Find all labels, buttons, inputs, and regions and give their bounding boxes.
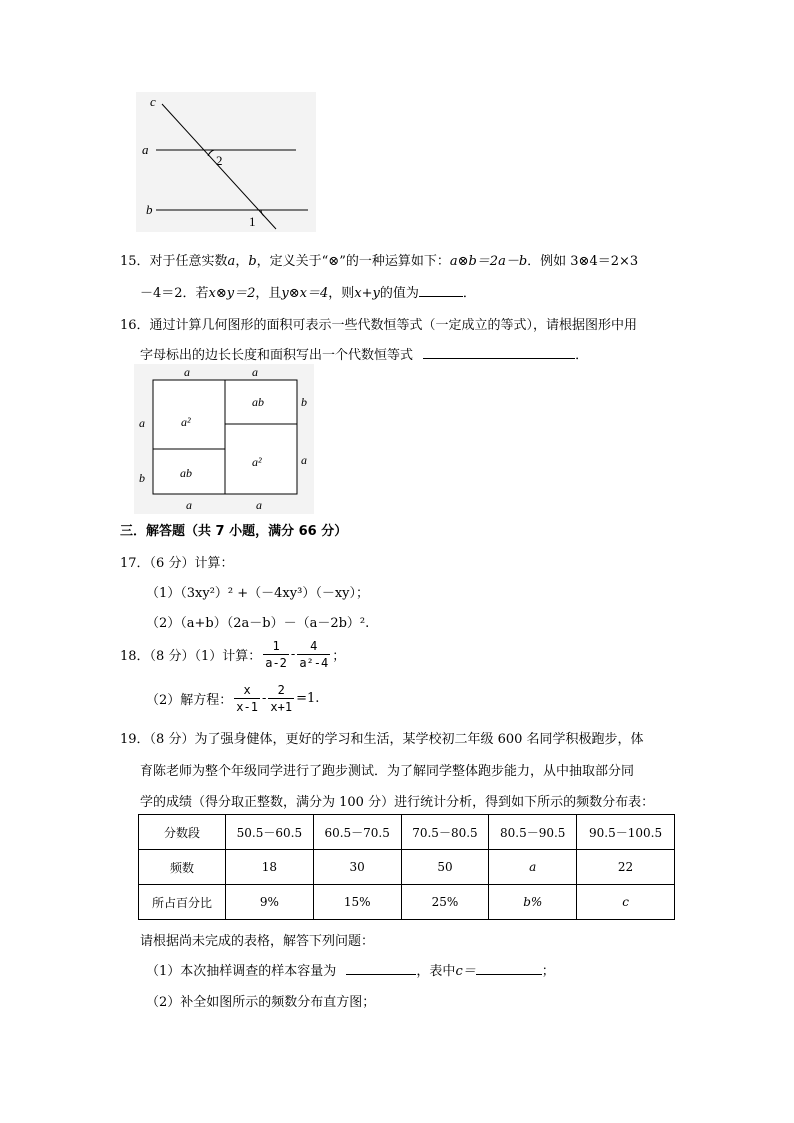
semicolon: ； <box>541 964 555 979</box>
fraction-1 <box>263 638 289 671</box>
q16-line1: 16．通过计算几何图形的面积可表示一些代数恒等式（一定成立的等式），请根据图形中用 <box>120 318 638 333</box>
cell-a-squared-right: a² <box>252 455 262 469</box>
table-cell: 50.5－60.5 <box>226 815 314 850</box>
table-row-frequency <box>139 850 675 885</box>
q17-head: 17．（6 分）计算： <box>120 556 234 571</box>
right-label-a: a <box>301 453 307 467</box>
q15-and: ，且 <box>255 286 282 301</box>
cell-ab-bottom: ab <box>180 466 192 480</box>
section-heading: 三．解答题（共 7 小题，满分 66 分） <box>120 524 348 539</box>
c-value-blank[interactable] <box>476 962 542 975</box>
q18-part1 <box>120 638 345 671</box>
fraction-1-den: a-2 <box>265 656 287 670</box>
fraction-3 <box>234 682 260 715</box>
q16-answer-blank[interactable] <box>423 346 575 359</box>
period: ． <box>462 286 476 301</box>
period: ． <box>575 348 589 363</box>
angle-2-label: 2 <box>216 153 223 168</box>
q18-head: 18．（8 分）（1）计算： <box>120 649 262 664</box>
fraction-2 <box>297 638 330 671</box>
frequency-table <box>138 814 675 920</box>
table-cell: 所占百分比 <box>139 885 226 920</box>
fraction-3-num: x <box>234 682 260 699</box>
table-cell: 22 <box>577 850 675 885</box>
q15-answer-blank[interactable] <box>419 284 463 297</box>
q19-line2: 育陈老师为整个年级同学进行了跑步测试．为了解同学整体跑步能力，从中抽取部分同 <box>140 764 635 779</box>
fraction-4-num: 2 <box>268 682 294 699</box>
q17-part2: （2）（a+b）（2a－b）－（a－2b）². <box>146 616 370 631</box>
q19-line3: 学的成绩（得分取正整数，满分为 100 分）进行统计分析，得到如下所示的频数分布表： <box>140 795 655 810</box>
fraction-3-den: x-1 <box>236 700 258 714</box>
table-cell: 80.5－90.5 <box>489 815 577 850</box>
table-cell: a <box>489 850 577 885</box>
minus-sign: - <box>290 647 296 662</box>
q18-p2-label: （2）解方程： <box>146 693 233 708</box>
q19-sub1-mid: ，表中 <box>416 964 456 979</box>
var-a: a <box>227 254 236 269</box>
left-label-a: a <box>139 416 145 430</box>
bottom-label-a1: a <box>186 498 192 512</box>
comma: ， <box>235 254 249 269</box>
table-cell: 50 <box>401 850 489 885</box>
fraction-2-num: 4 <box>297 638 330 655</box>
table-cell: 9% <box>226 885 314 920</box>
semicolon: ； <box>332 649 346 664</box>
q19-sub1 <box>146 960 555 979</box>
minus-sign: - <box>261 691 267 706</box>
sample-size-blank[interactable] <box>346 962 416 975</box>
q19-line1: 19．（8 分）为了强身健体，更好的学习和生活，某学校初二年级 600 名同学积极跑步，体 <box>120 732 644 747</box>
top-label-a2: a <box>252 365 258 379</box>
q15-value-of: 的值为 <box>379 286 419 301</box>
equals-one: =1. <box>296 691 320 706</box>
q19-sub2: （2）补全如图所示的频数分布直方图； <box>146 995 376 1010</box>
label-b: b <box>146 202 153 217</box>
q15-cond1: x⊗y＝2 <box>208 286 256 301</box>
q17-part1: （1）（3xy²）² +（－4xy³）（－xy）； <box>146 586 369 601</box>
left-label-b: b <box>139 471 145 485</box>
cell-a-squared: a² <box>181 415 191 429</box>
q19-c-equals: c＝ <box>455 964 476 979</box>
right-label-b: b <box>301 395 307 409</box>
q15-then: ，则 <box>328 286 355 301</box>
table-cell: 18 <box>226 850 314 885</box>
cell-ab-top: ab <box>252 395 264 409</box>
table-cell: c <box>577 885 675 920</box>
q15-text-mid: ，定义关于“⊗”的一种运算如下： <box>256 254 450 269</box>
q18-part2 <box>146 682 319 715</box>
q16-line2 <box>140 344 588 363</box>
table-cell: 30 <box>313 850 401 885</box>
angle-1-label: 1 <box>249 214 256 229</box>
bottom-label-a2: a <box>256 498 262 512</box>
q15-line1 <box>120 250 638 269</box>
q16-text2: 字母标出的边长长度和面积写出一个代数恒等式 <box>140 348 414 363</box>
fraction-4 <box>268 682 294 715</box>
table-cell: 90.5－100.5 <box>577 815 675 850</box>
table-cell: b% <box>489 885 577 920</box>
parallel-lines-figure <box>136 92 316 232</box>
table-row-header <box>139 815 675 850</box>
table-row-percentage <box>139 885 675 920</box>
table-cell: 60.5－70.5 <box>313 815 401 850</box>
q15-cond2: y⊗x＝4 <box>281 286 329 301</box>
q15-formula: a⊗b＝2a－b <box>449 254 528 269</box>
table-cell: 25% <box>401 885 489 920</box>
label-c: c <box>150 94 156 109</box>
label-a: a <box>142 142 149 157</box>
q19-sub1-text: （1）本次抽样调查的样本容量为 <box>146 964 337 979</box>
table-cell: 15% <box>313 885 401 920</box>
q15-line2 <box>140 282 476 301</box>
table-cell: 70.5－80.5 <box>401 815 489 850</box>
table-cell: 分数段 <box>139 815 226 850</box>
var-b: b <box>248 254 257 269</box>
area-figure <box>134 364 314 514</box>
q15-text2: －4＝2．若 <box>140 286 209 301</box>
table-cell: 频数 <box>139 850 226 885</box>
q15-text: 15．对于任意实数 <box>120 254 228 269</box>
fraction-2-den: a²-4 <box>299 656 329 670</box>
fraction-1-num: 1 <box>263 638 289 655</box>
top-label-a1: a <box>184 365 190 379</box>
q15-xy: x+y <box>354 286 380 301</box>
fraction-4-den: x+1 <box>270 700 293 714</box>
q19-after-table: 请根据尚未完成的表格，解答下列问题： <box>140 934 375 949</box>
q15-example: ．例如 3⊗4＝2×3 <box>527 254 639 269</box>
